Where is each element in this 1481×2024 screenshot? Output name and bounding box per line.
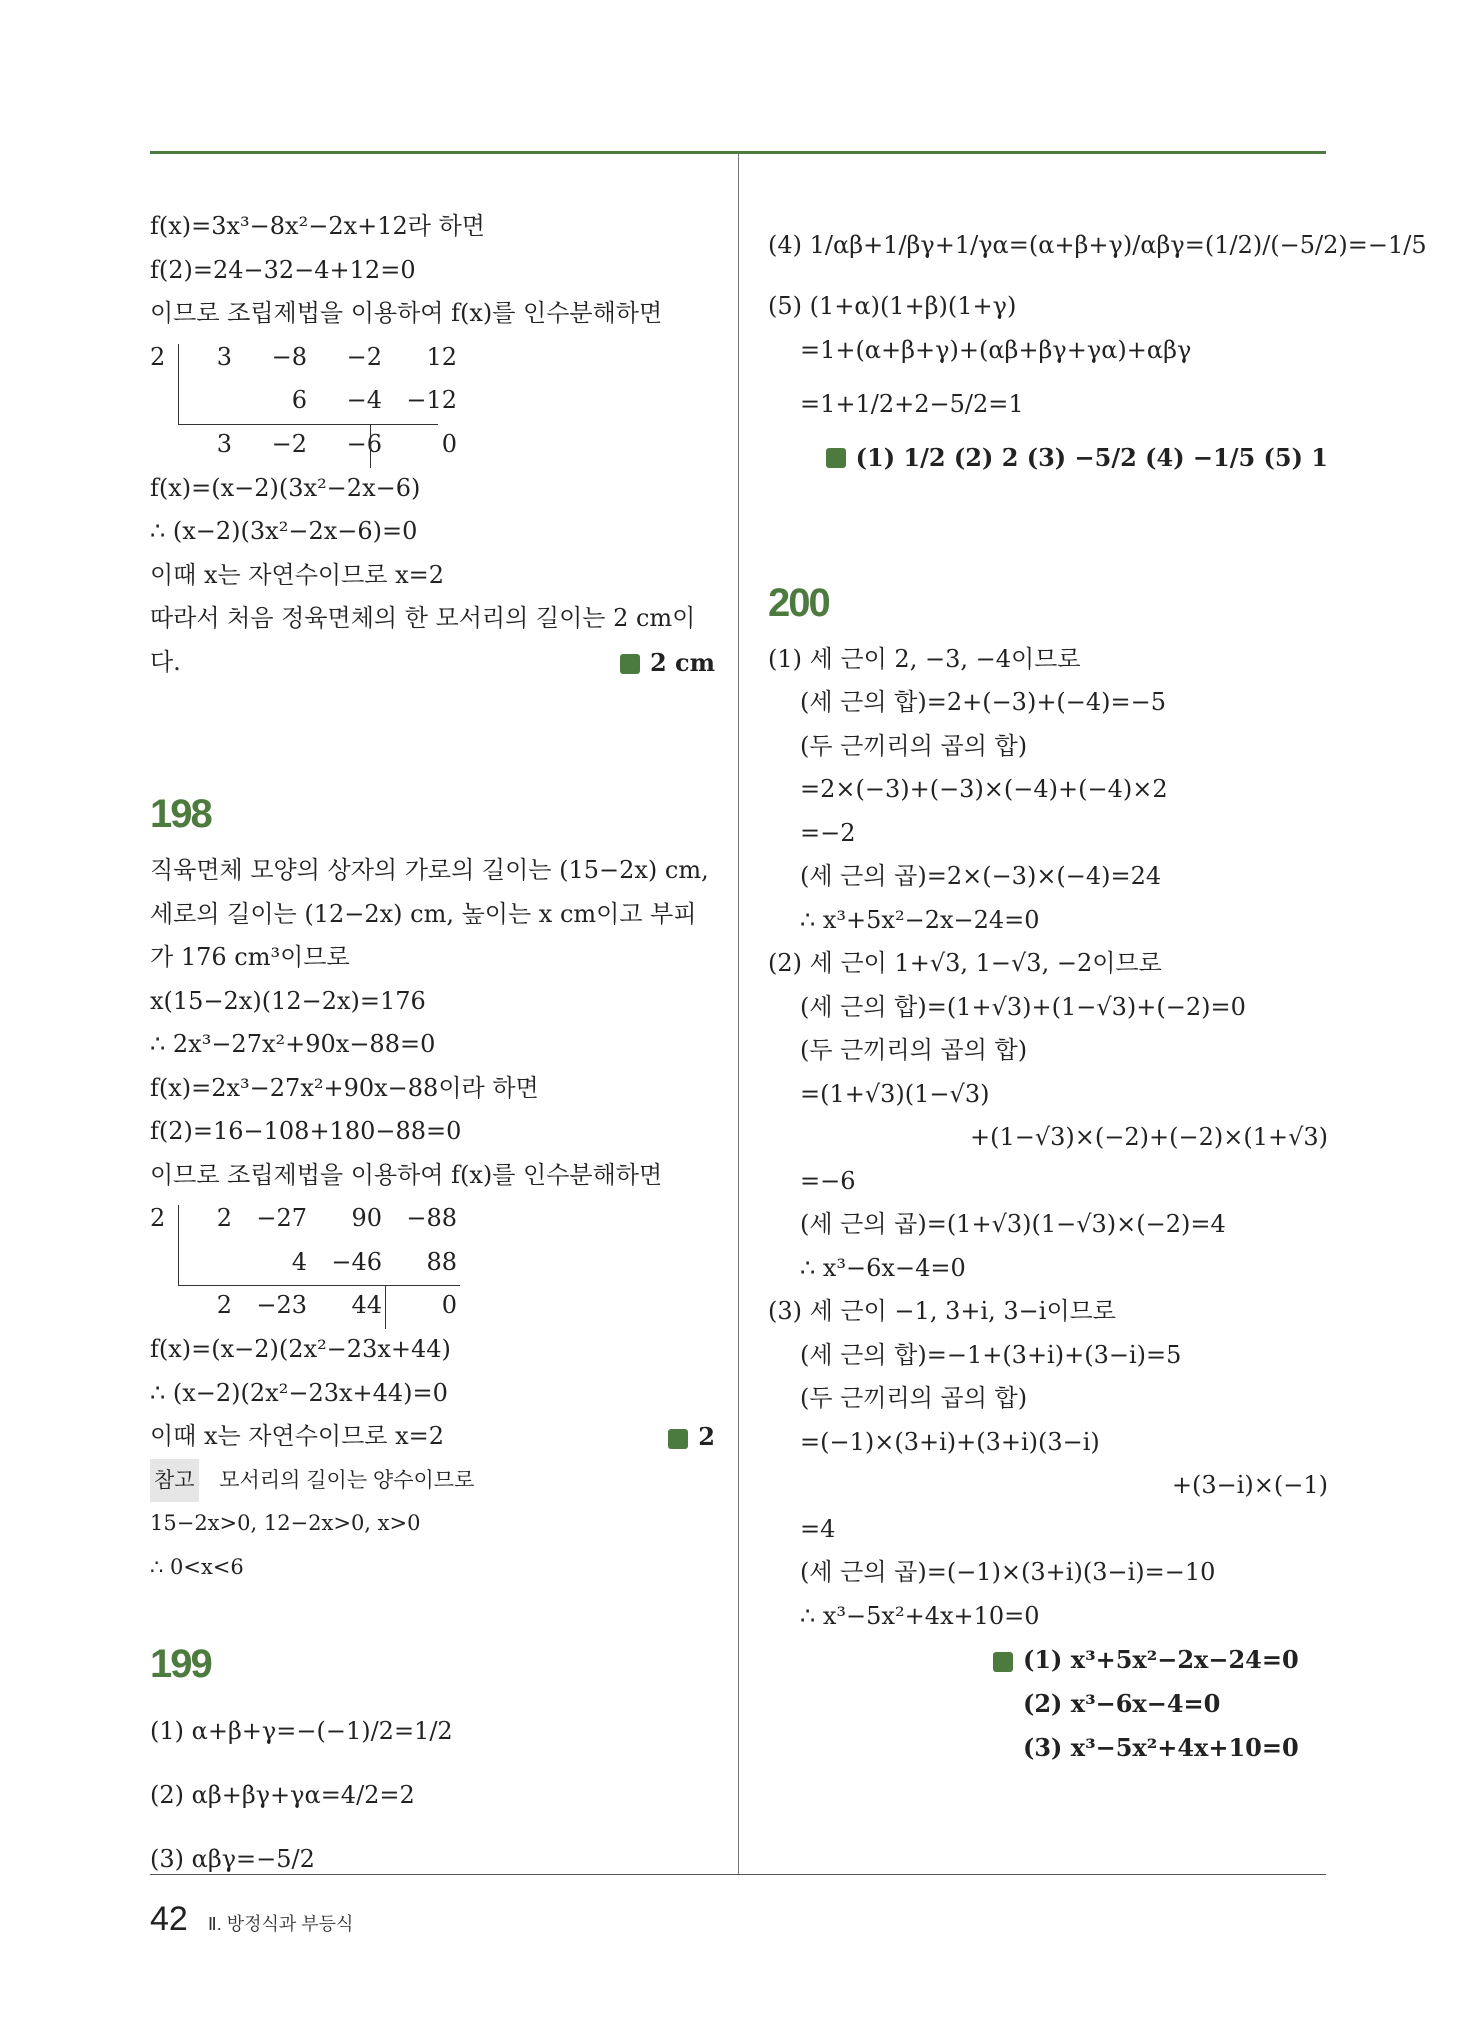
synth-cell: −8 bbox=[271, 342, 307, 371]
synth-divider bbox=[178, 424, 438, 425]
text-line: 따라서 처음 정육면체의 한 모서리의 길이는 2 cm이 bbox=[150, 604, 696, 632]
text-line: ∴ x³−5x²+4x+10=0 bbox=[800, 1601, 1040, 1630]
synth-cell bbox=[188, 379, 232, 423]
synth-remainder-box bbox=[370, 424, 371, 468]
text-line: ∴ (x−2)(2x²−23x+44)=0 bbox=[150, 1378, 448, 1407]
problem-number: 200 bbox=[768, 580, 829, 625]
text-line: 가 176 cm³이므로 bbox=[150, 943, 350, 971]
text-line bbox=[150, 1415, 715, 1459]
text-line: (2) αβ+βγ+γα=4/2=2 bbox=[150, 1781, 415, 1809]
right-column bbox=[768, 205, 1427, 1770]
problem-199-solution bbox=[150, 1629, 715, 1891]
answer-text: (1) 1/2 (2) 2 (3) −5/2 (4) −1/5 (5) 1 bbox=[855, 443, 1328, 472]
synth-cell: 88 bbox=[426, 1247, 457, 1276]
text-line: f(x)=(x−2)(2x²−23x+44) bbox=[150, 1335, 451, 1363]
synth-root: 2 bbox=[150, 342, 166, 371]
note-label: 참고 bbox=[150, 1459, 199, 1503]
synth-cell: 44 bbox=[351, 1291, 382, 1320]
answer-line: (3) x³−5x²+4x+10=0 bbox=[1023, 1733, 1299, 1762]
text-line: (4) 1/αβ+1/βγ+1/γα=(α+β+γ)/αβγ=(1/2)/(−5/2)=−1/5 bbox=[768, 231, 1427, 259]
synth-cell: −2 bbox=[346, 342, 382, 371]
text-line: +(1−√3)×(−2)+(−2)×(1+√3) bbox=[970, 1123, 1328, 1151]
synth-root: 2 bbox=[150, 1204, 166, 1232]
note bbox=[150, 1459, 715, 1503]
problem-199-solution-cont bbox=[768, 205, 1427, 480]
synth-cell: −4 bbox=[346, 386, 382, 415]
text-line: f(2)=24−32−4+12=0 bbox=[150, 255, 416, 284]
column-divider bbox=[738, 154, 739, 1874]
answer-198 bbox=[668, 1415, 715, 1459]
text-line: (세 근의 곱)=(−1)×(3+i)(3−i)=−10 bbox=[800, 1558, 1216, 1586]
answer-line: (2) x³−6x−4=0 bbox=[1023, 1689, 1221, 1718]
text-line: (두 근끼리의 곱의 합) bbox=[800, 731, 1028, 760]
synth-cell: 0 bbox=[441, 1291, 457, 1320]
synth-cell: 2 bbox=[216, 1291, 232, 1320]
text-line: f(x)=2x³−27x²+90x−88이라 하면 bbox=[150, 1073, 539, 1102]
text-line: (세 근의 합)=(1+√3)+(1−√3)+(−2)=0 bbox=[800, 992, 1246, 1021]
problem-number: 199 bbox=[150, 1642, 211, 1686]
synth-cell: 90 bbox=[351, 1204, 382, 1232]
answer-text: 2 cm bbox=[649, 647, 715, 677]
text-line: x(15−2x)(12−2x)=176 bbox=[150, 986, 426, 1015]
synth-cell: 3 bbox=[216, 429, 232, 458]
synth-cell: 3 bbox=[216, 342, 232, 371]
synth-cell: 6 bbox=[291, 386, 307, 415]
text-line: 15−2x>0, 12−2x>0, x>0 bbox=[150, 1511, 421, 1535]
answer-197 bbox=[620, 641, 715, 685]
answer-text: (1) x³+5x²−2x−24=0 bbox=[1023, 1645, 1299, 1674]
synth-cell: 12 bbox=[426, 342, 457, 371]
text-line: (세 근의 합)=−1+(3+i)+(3−i)=5 bbox=[800, 1340, 1182, 1369]
synth-divider bbox=[178, 1285, 460, 1286]
text-line: (1) 세 근이 2, −3, −4이므로 bbox=[768, 644, 1081, 673]
text-line: (두 근끼리의 곱의 합) bbox=[800, 1384, 1028, 1412]
text-line: 이므로 조립제법을 이용하여 f(x)를 인수분해하면 bbox=[150, 299, 663, 327]
chapter-title: Ⅱ. 방정식과 부등식 bbox=[207, 1914, 354, 1934]
text-line: 이므로 조립제법을 이용하여 f(x)를 인수분해하면 bbox=[150, 1160, 663, 1189]
text-line: 이때 x는 자연수이므로 x=2 bbox=[150, 560, 444, 589]
text-line: (1) α+β+γ=−(−1)/2=1/2 bbox=[150, 1717, 453, 1745]
answer-text: 2 bbox=[698, 1422, 715, 1451]
text-line: =(1+√3)(1−√3) bbox=[800, 1079, 990, 1108]
text-line: =(−1)×(3+i)+(3+i)(3−i) bbox=[800, 1427, 1100, 1456]
text-line: +(3−i)×(−1) bbox=[1171, 1471, 1328, 1499]
answer-icon bbox=[993, 1652, 1013, 1672]
synth-cell: −23 bbox=[256, 1291, 307, 1320]
note-text: 모서리의 길이는 양수이므로 bbox=[219, 1468, 475, 1492]
text-line: (3) 세 근이 −1, 3+i, 3−i이므로 bbox=[768, 1297, 1116, 1325]
synth-cell: 4 bbox=[291, 1247, 307, 1276]
synth-cell: −6 bbox=[346, 429, 382, 458]
text-line: ∴ x³−6x−4=0 bbox=[800, 1253, 966, 1282]
synthetic-division-198 bbox=[150, 1197, 715, 1328]
text-line: ∴ 0<x<6 bbox=[150, 1554, 244, 1579]
answer-icon bbox=[620, 654, 640, 674]
answer-line bbox=[993, 1638, 1299, 1682]
synth-cell: 0 bbox=[441, 429, 457, 458]
text-line: (세 근의 합)=2+(−3)+(−4)=−5 bbox=[800, 688, 1167, 716]
synth-cell: −27 bbox=[256, 1204, 307, 1232]
synth-remainder-box bbox=[385, 1285, 386, 1329]
problem-number: 198 bbox=[150, 792, 211, 836]
text-line bbox=[150, 641, 715, 685]
page-footer bbox=[150, 1900, 353, 1939]
text-line: 직육면체 모양의 상자의 가로의 길이는 (15−2x) cm, bbox=[150, 856, 709, 884]
text-line: =2×(−3)+(−3)×(−4)+(−4)×2 bbox=[800, 775, 1168, 803]
synth-divider bbox=[178, 344, 179, 424]
page-number: 42 bbox=[150, 1900, 188, 1938]
text-line: f(x)=3x³−8x²−2x+12라 하면 bbox=[150, 212, 485, 240]
synth-cell bbox=[188, 1241, 232, 1285]
text-line: f(2)=16−108+180−88=0 bbox=[150, 1117, 462, 1145]
problem-198-solution bbox=[150, 779, 715, 1589]
problem-197-solution bbox=[150, 205, 715, 684]
synth-cell: −46 bbox=[331, 1247, 382, 1276]
answer-199 bbox=[768, 436, 1328, 480]
synth-cell: 2 bbox=[216, 1204, 232, 1232]
text-line: =1+(α+β+γ)+(αβ+βγ+γα)+αβγ bbox=[800, 335, 1192, 364]
synth-cell: −2 bbox=[271, 429, 307, 458]
text-line: (세 근의 곱)=(1+√3)(1−√3)×(−2)=4 bbox=[800, 1210, 1226, 1238]
text-line: =−2 bbox=[800, 818, 856, 847]
synthetic-division-197 bbox=[150, 336, 715, 467]
text-line: =4 bbox=[800, 1514, 836, 1543]
answer-icon bbox=[826, 448, 846, 468]
synth-cell: −12 bbox=[406, 386, 457, 415]
text-line: ∴ (x−2)(3x²−2x−6)=0 bbox=[150, 517, 418, 545]
text-fragment: 이때 x는 자연수이므로 x=2 bbox=[150, 1422, 444, 1450]
problem-200-solution bbox=[768, 568, 1328, 1771]
answer-icon bbox=[668, 1429, 688, 1449]
text-line: =1+1/2+2−5/2=1 bbox=[800, 390, 1024, 418]
text-line: ∴ 2x³−27x²+90x−88=0 bbox=[150, 1030, 436, 1058]
text-line: =−6 bbox=[800, 1166, 856, 1195]
text-line: f(x)=(x−2)(3x²−2x−6) bbox=[150, 473, 421, 502]
text-line: (3) αβγ=−5/2 bbox=[150, 1845, 315, 1873]
text-line: (5) (1+α)(1+β)(1+γ) bbox=[768, 292, 1017, 320]
text-line: 세로의 길이는 (12−2x) cm, 높이는 x cm이고 부피 bbox=[150, 899, 697, 928]
synth-cell: −88 bbox=[406, 1204, 457, 1232]
text-line: (두 근끼리의 곱의 합) bbox=[800, 1036, 1028, 1064]
synth-divider bbox=[178, 1205, 179, 1285]
answer-200 bbox=[993, 1638, 1328, 1770]
text-line: (2) 세 근이 1+√3, 1−√3, −2이므로 bbox=[768, 949, 1162, 977]
text-line: ∴ x³+5x²−2x−24=0 bbox=[800, 905, 1040, 934]
text-fragment: 다. bbox=[150, 647, 181, 676]
text-line: (세 근의 곱)=2×(−3)×(−4)=24 bbox=[800, 862, 1162, 890]
left-column bbox=[150, 205, 715, 1891]
